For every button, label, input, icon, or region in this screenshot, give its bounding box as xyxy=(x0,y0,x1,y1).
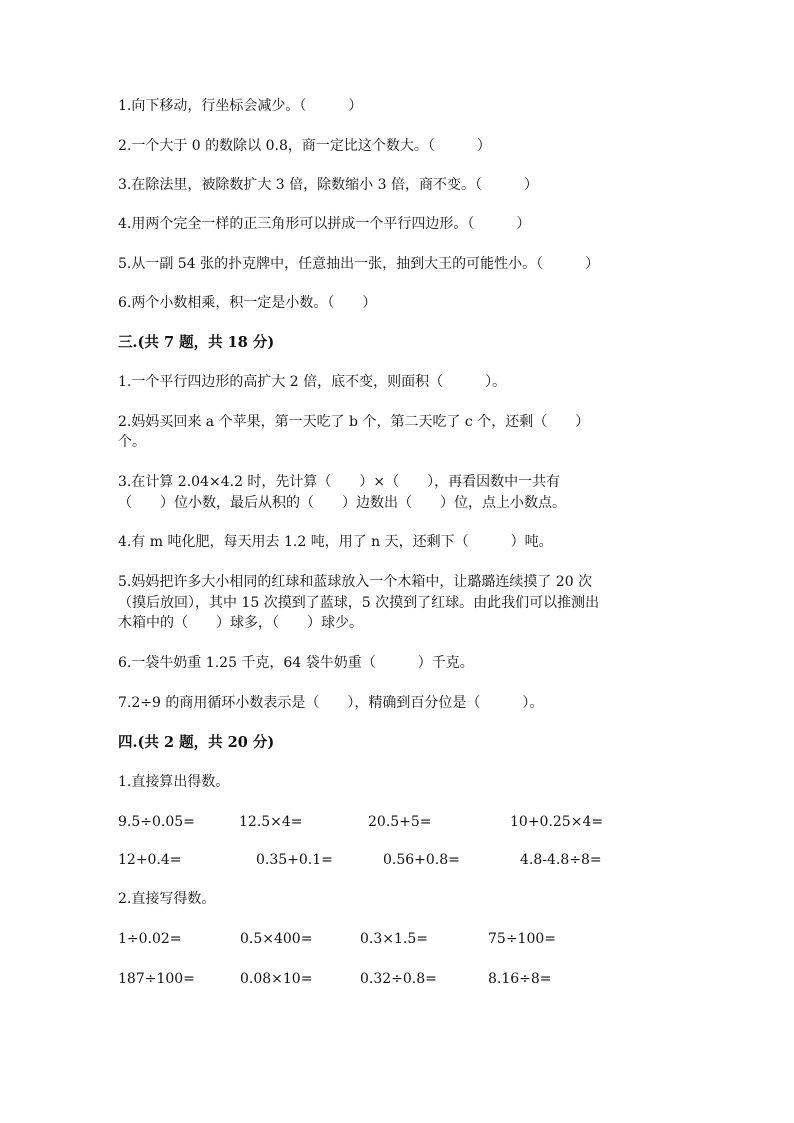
calc-q2-cell: 0.5×400= xyxy=(240,931,313,947)
calc-q2-cell: 0.3×1.5= xyxy=(360,931,428,947)
calc-q1-cell: 10+0.25×4= xyxy=(510,814,604,830)
fill-item-2-line-1: 2.妈妈买回来 a 个苹果，第一天吃了 b 个，第二天吃了 c 个，还剩（ ） xyxy=(118,414,590,430)
fill-item-3-line-1: 3.在计算 2.04×4.2 时，先计算（ ）×（ ），再看因数中一共有 xyxy=(118,474,561,490)
section-4-heading: 四.(共 2 题，共 20 分) xyxy=(118,734,275,751)
tf-item-2: 2.一个大于 0 的数除以 0.8，商一定比这个数大。（ ） xyxy=(118,138,491,154)
fill-item-2-line-2: 个。 xyxy=(118,434,146,450)
calc-q1-cell: 9.5÷0.05= xyxy=(118,814,195,830)
calc-q1-cell: 0.35+0.1= xyxy=(256,852,333,868)
calc-q1-cell: 12.5×4= xyxy=(239,814,303,830)
section-3-heading: 三.(共 7 题，共 18 分) xyxy=(118,334,275,351)
fill-item-3-line-2: （ ）位小数，最后从积的（ ）边数出（ ）位，点上小数点。 xyxy=(118,495,566,511)
calc-q2-cell: 1÷0.02= xyxy=(118,931,182,947)
calc-q1-cell: 4.8-4.8÷8= xyxy=(520,852,602,868)
tf-item-5: 5.从一副 54 张的扑克牌中，任意抽出一张，抽到大王的可能性小。（ ） xyxy=(118,256,600,272)
calc-q2-title: 2.直接写得数。 xyxy=(118,891,216,907)
calc-q1-cell: 0.56+0.8= xyxy=(383,852,460,868)
calc-q2-cell: 187÷100= xyxy=(118,971,195,987)
calc-q2-cell: 75÷100= xyxy=(488,931,556,947)
calc-q2-cell: 0.32÷0.8= xyxy=(360,971,437,987)
calc-q1-title: 1.直接算出得数。 xyxy=(118,774,230,790)
fill-item-7: 7.2÷9 的商用循环小数表示是（ ），精确到百分位是（ ）。 xyxy=(118,695,544,711)
fill-item-1: 1.一个平行四边形的高扩大 2 倍，底不变，则面积（ ）。 xyxy=(118,374,507,390)
calc-q1-cell: 12+0.4= xyxy=(118,852,182,868)
fill-item-4: 4.有 m 吨化肥，每天用去 1.2 吨，用了 n 天，还剩下（ ）吨。 xyxy=(118,534,553,550)
calc-q2-cell: 0.08×10= xyxy=(240,971,313,987)
tf-item-3: 3.在除法里，被除数扩大 3 倍，除数缩小 3 倍，商不变。（ ） xyxy=(118,177,538,193)
tf-item-1: 1.向下移动，行坐标会减少。（ ） xyxy=(118,98,363,114)
fill-item-5-line-3: 木箱中的（ ）球多，（ ）球少。 xyxy=(118,615,363,631)
calc-q2-cell: 8.16÷8= xyxy=(488,971,552,987)
calc-q1-cell: 20.5+5= xyxy=(368,814,432,830)
tf-item-6: 6.两个小数相乘，积一定是小数。（ ） xyxy=(118,295,377,311)
fill-item-6: 6.一袋牛奶重 1.25 千克，64 袋牛奶重（ ）千克。 xyxy=(118,655,474,671)
fill-item-5-line-1: 5.妈妈把许多大小相同的红球和蓝球放入一个木箱中，让璐璐连续摸了 20 次 xyxy=(118,574,593,590)
tf-item-4: 4.用两个完全一样的正三角形可以拼成一个平行四边形。（ ） xyxy=(118,216,531,232)
fill-item-5-line-2: （摸后放回），其中 15 次摸到了蓝球，5 次摸到了红球。由此我们可以推测出 xyxy=(118,595,600,611)
